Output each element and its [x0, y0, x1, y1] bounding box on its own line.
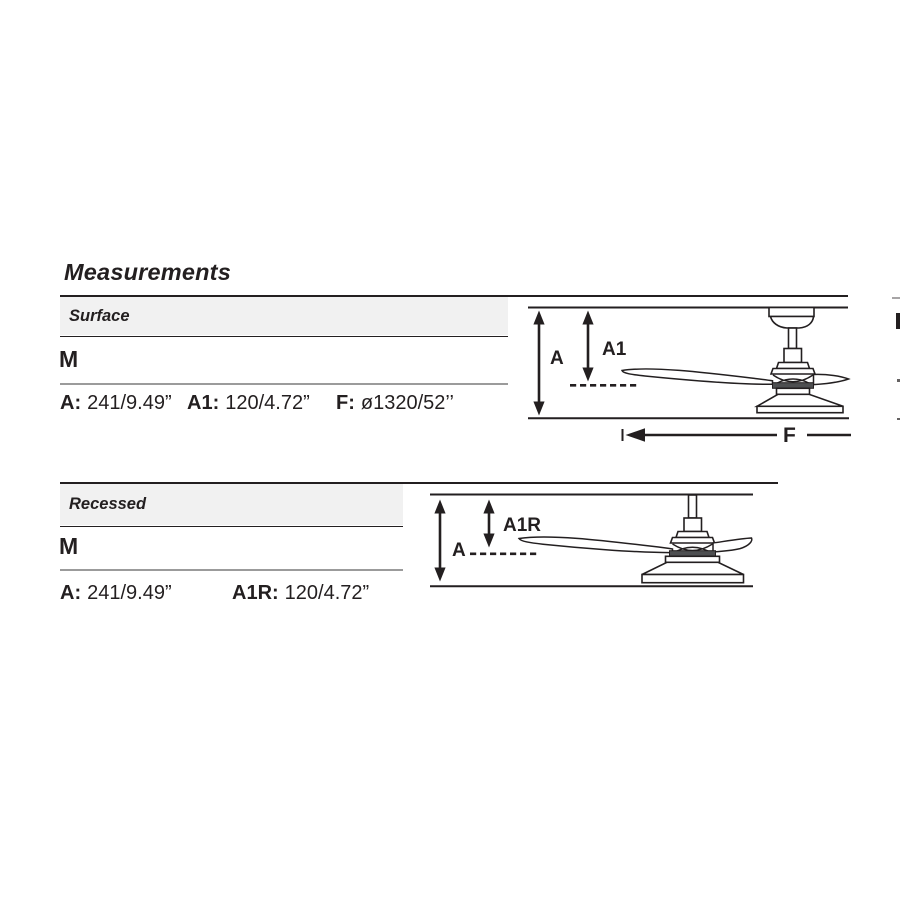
ceiling-fan-surface-icon	[622, 308, 849, 413]
fan-coupler	[684, 518, 702, 532]
fan-motor-top	[777, 363, 810, 369]
recessed-spec-a	[60, 583, 172, 603]
dim-arrow-a1	[582, 311, 593, 382]
fan-canopy-bowl	[771, 317, 814, 329]
recessed-fan-diagram	[425, 480, 760, 592]
spec-value: 120/4.72”	[284, 582, 370, 604]
fan-coupler	[784, 349, 802, 363]
dim-arrow-f	[623, 428, 852, 441]
dim-label-a: A	[452, 540, 466, 561]
fan-blade-right	[713, 538, 752, 552]
surface-spec-a1	[187, 393, 310, 413]
surface-header-label: Surface	[69, 307, 130, 325]
surface-model-cell: M	[59, 346, 79, 372]
dim-label-a1: A1	[602, 339, 627, 360]
fan-light-neck	[777, 388, 810, 394]
ceiling-fan-recessed-icon	[519, 495, 752, 583]
fan-blade-right	[814, 374, 849, 384]
recessed-model-cell: M	[59, 533, 79, 559]
clipped-diagram-fragment-arrow	[896, 313, 900, 329]
surface-header-bottom-rule	[60, 336, 508, 338]
dim-arrow-a	[434, 500, 445, 582]
fan-motor-band	[670, 551, 716, 557]
surface-fan-diagram	[520, 286, 860, 448]
fan-light-shade-rim	[757, 406, 843, 412]
spec-value: 241/9.49”	[87, 392, 172, 414]
dim-label-a1r: A1R	[503, 515, 542, 536]
fan-light-shade-rim	[642, 575, 744, 583]
fan-downrod	[689, 495, 697, 518]
fan-motor-body	[671, 538, 715, 544]
recessed-header-label: Recessed	[69, 495, 147, 513]
surface-model-bottom-rule	[60, 383, 508, 385]
recessed-spec-a1r	[232, 583, 369, 603]
fan-canopy-plate	[769, 308, 814, 317]
dim-label-f: F	[783, 424, 796, 447]
fan-motor-body	[771, 369, 815, 375]
fan-light-neck	[666, 556, 720, 562]
fan-blade-left	[519, 537, 673, 553]
fan-light-shade-cone	[642, 562, 744, 574]
spec-value: 241/9.49”	[87, 582, 172, 604]
dim-arrow-a	[533, 311, 544, 416]
spec-value: 120/4.72”	[225, 392, 310, 414]
spec-label: A1R:	[232, 582, 279, 604]
recessed-specs-row	[60, 583, 420, 605]
surface-specs-row	[60, 393, 500, 415]
surface-spec-f	[336, 393, 454, 413]
recessed-header-bottom-rule	[60, 526, 403, 528]
page-title: Measurements	[64, 259, 231, 285]
fan-downrod	[789, 328, 797, 349]
spec-label: A1:	[187, 392, 220, 414]
surface-header-band	[60, 297, 508, 335]
spec-label: A:	[60, 582, 82, 604]
clipped-diagram-fragment-line	[892, 297, 900, 299]
recessed-model-bottom-rule	[60, 569, 403, 571]
spec-label: A:	[60, 392, 82, 414]
fan-light-shade-cone	[757, 394, 843, 406]
fan-blade-left	[622, 369, 773, 384]
dim-arrow-a1r	[483, 500, 494, 548]
dim-label-a: A	[550, 348, 564, 369]
spec-label: F:	[336, 392, 355, 414]
fan-motor-band	[773, 383, 814, 389]
recessed-header-band	[60, 484, 403, 525]
spec-value: ø1320/52’’	[360, 392, 454, 414]
surface-spec-a	[60, 393, 172, 413]
fan-motor-top	[676, 532, 709, 538]
